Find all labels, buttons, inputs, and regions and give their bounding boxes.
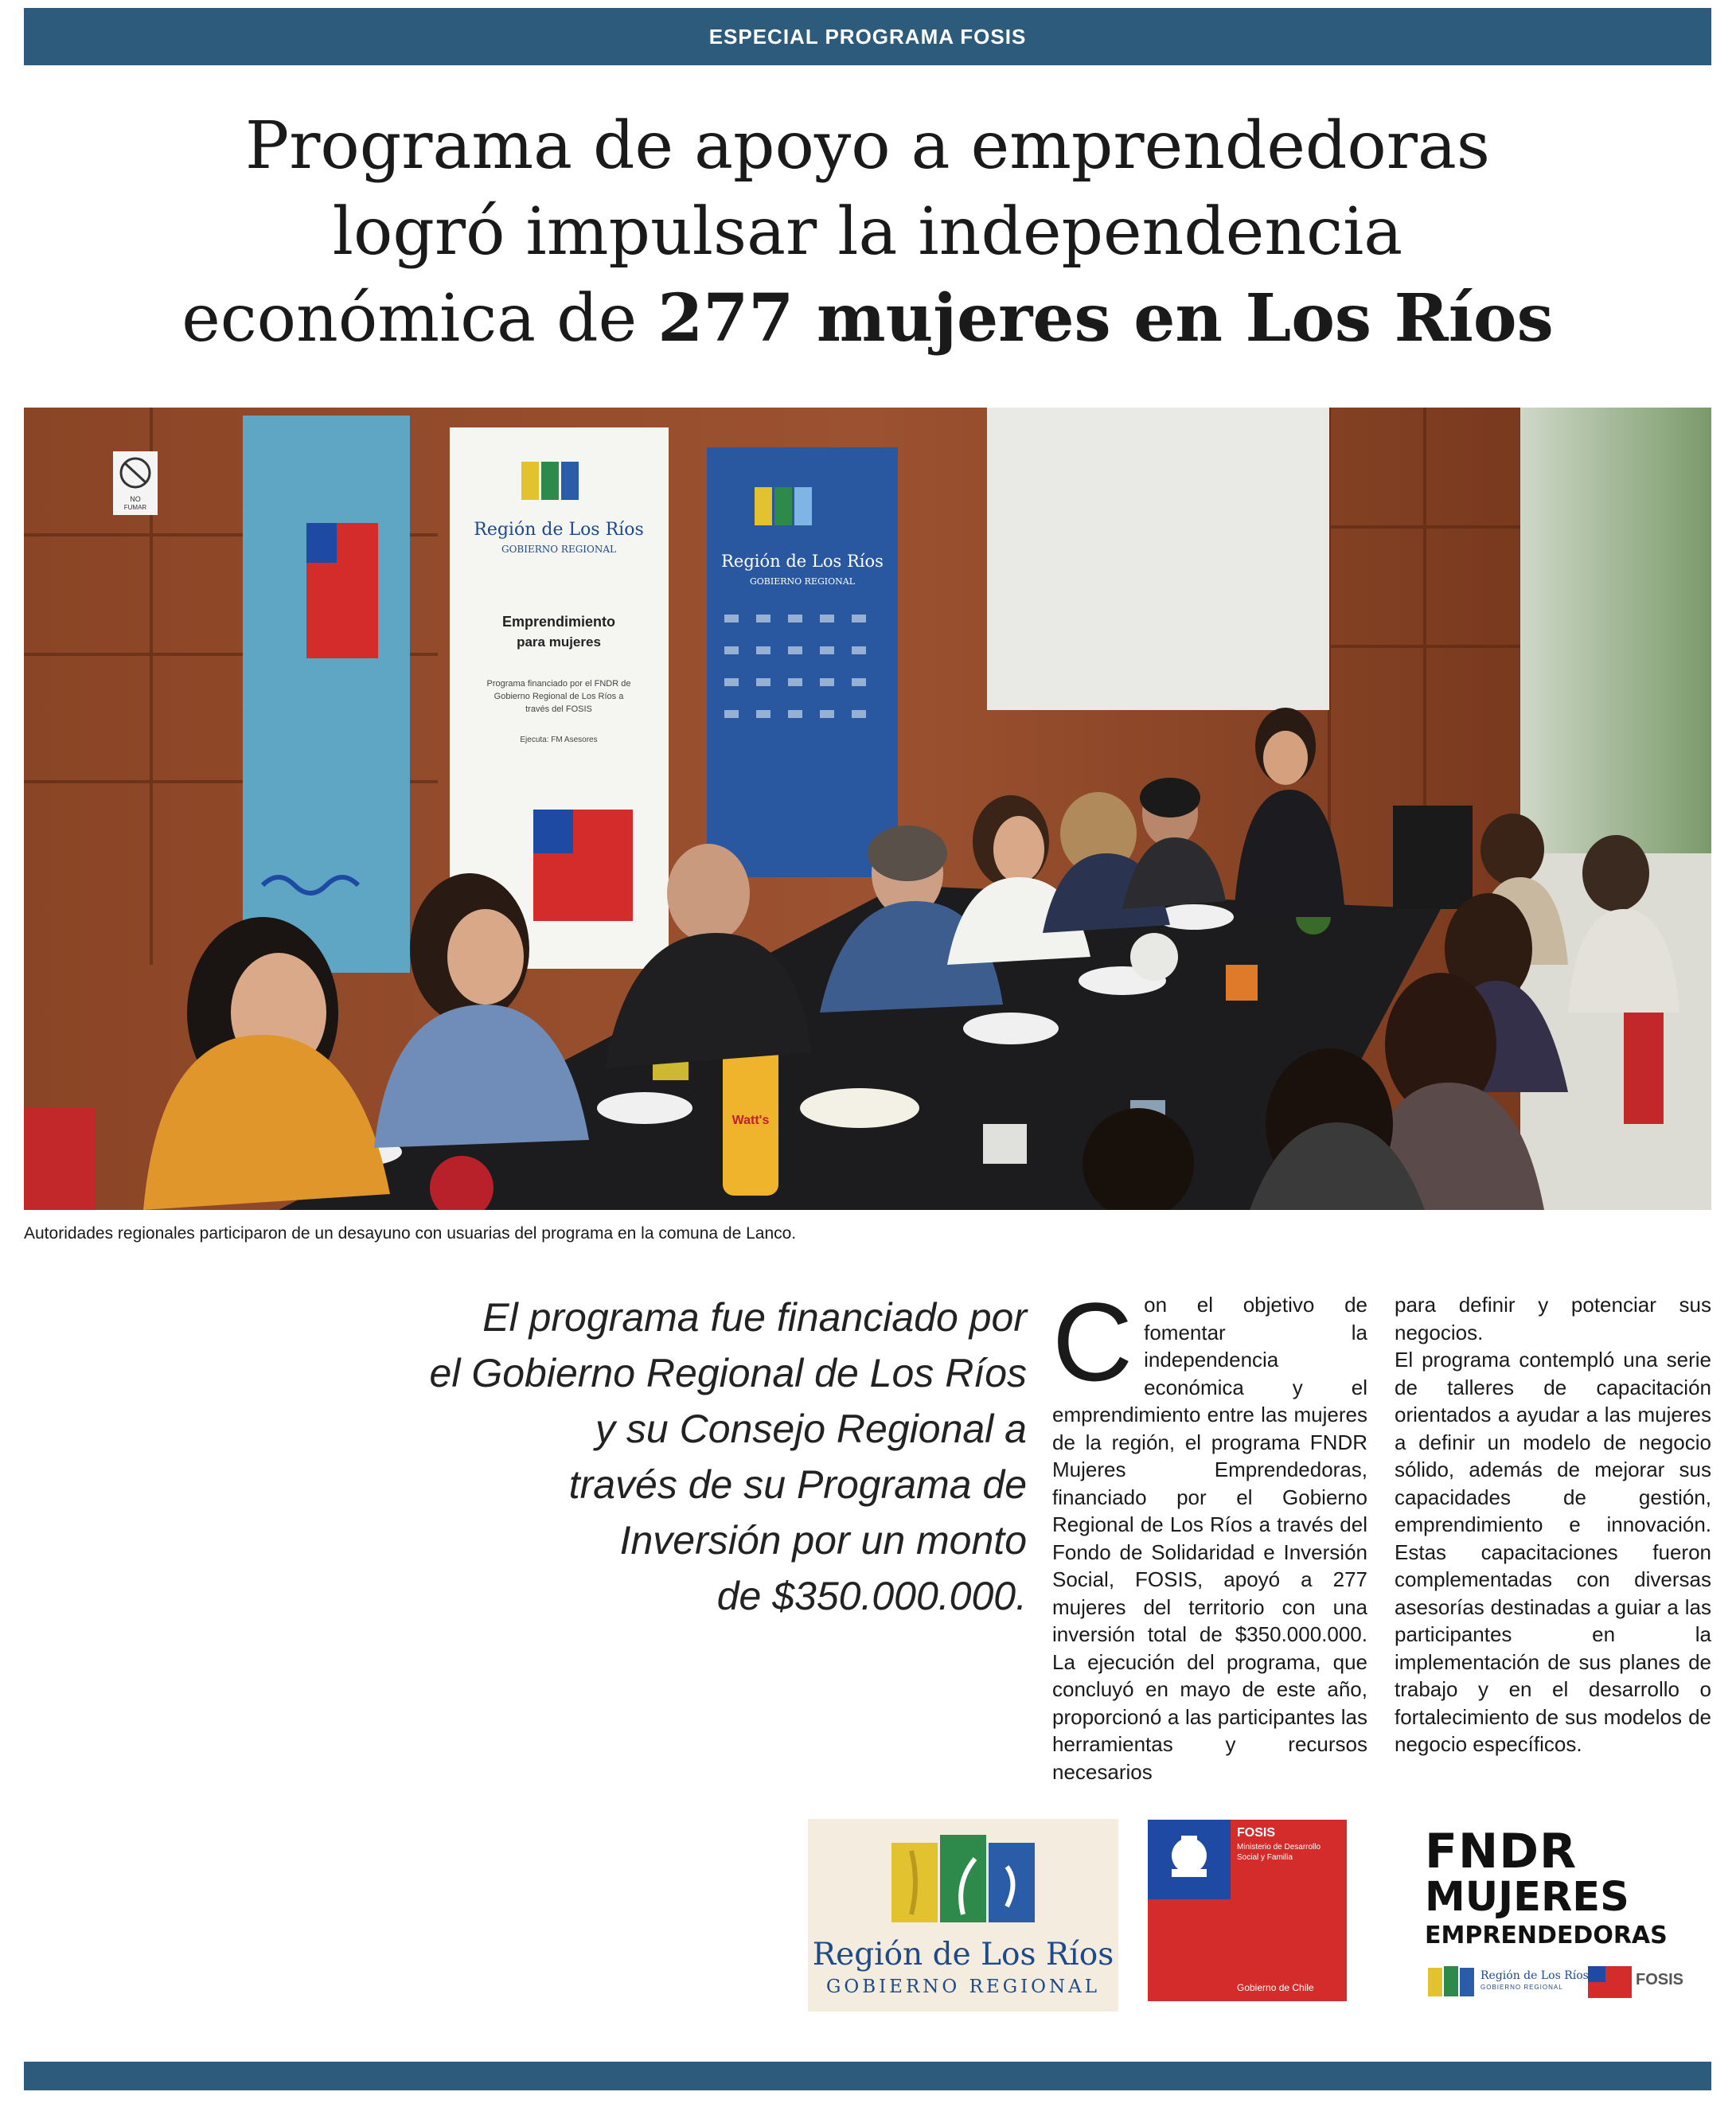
fndr-line-1: FNDR <box>1425 1824 1578 1879</box>
chile-coat-of-arms-icon <box>1148 1820 1231 1899</box>
banner-fosis-left <box>243 416 410 973</box>
footer-bar <box>24 2062 1711 2090</box>
banner-center-gobierno: GOBIERNO REGIONAL <box>501 544 617 555</box>
fndr-mini-region: Región de Los Ríos <box>1480 1969 1589 1982</box>
headline-line-2: logró impulsar la independencia <box>332 194 1403 270</box>
banner-right-region: Región de Los Ríos <box>721 552 884 571</box>
article-col2-paragraph-2: El programa contempló una serie de talleres de capacitación orientados a ayudar a las mujeres a definir un modelo de negocio sólido, además de mejorar sus capacidades de gestión, emprendimiento e innovación. Estas capacitaciones fueron complementadas con diversas asesorías destinadas a guiar a las participantes en la implementación de sus planes de trabajo y en el desarrollo o fortalecimiento de sus modelos de negocio específicos. <box>1395 1348 1711 1756</box>
pullquote-line-6: de $350.000.000. <box>716 1574 1027 1618</box>
fosis-ministry: Ministerio de Desarrollo Social y Familia <box>1237 1843 1321 1862</box>
pullquote-line-1: El programa fue financiado por <box>482 1295 1027 1340</box>
pull-quote <box>318 1290 1027 1624</box>
headline-line-1: Programa de apoyo a emprendedoras <box>245 108 1490 184</box>
banner-center-region: Región de Los Ríos <box>474 520 644 540</box>
section-header-bar <box>24 8 1711 65</box>
headline-line-3-prefix: económica de <box>181 281 658 357</box>
photo-caption: Autoridades regionales participaron de un desayuno con usuarias del programa en la comuna de Lanco. <box>24 1224 797 1243</box>
drop-cap: C <box>1052 1279 1133 1404</box>
fndr-line-2: MUJERES <box>1425 1874 1629 1921</box>
article-col1-text: on el objetivo de fomentar la independencia económica y el emprendimiento entre las mujeres de la región, el programa FNDR Mujeres Emprendedoras, financiado por el Gobierno Regional de Los Ríos a través del Fondo de Solidaridad e Inversión Social, FOSIS, apoyó a 277 mujeres del territorio con una inversión total de $350.000.000. La ejecución del programa, que concluyó en mayo de este año, proporcionó a las participantes las herramientas y recursos necesarios <box>1052 1293 1367 1784</box>
sign-line-2: FUMAR <box>123 504 147 511</box>
banner-center-ejecuta: Ejecuta: FM Asesores <box>520 736 598 744</box>
banner-center-body-3: través del FOSIS <box>525 704 592 714</box>
logo-region-los-rios <box>808 1819 1118 2012</box>
fndr-line-3: EMPRENDEDORAS <box>1425 1922 1668 1949</box>
article-col2-paragraph-1: para definir y potenciar sus negocios. <box>1395 1293 1711 1344</box>
logo-fndr-mujeres-emprendedoras <box>1425 1824 1695 2003</box>
projection-screen <box>987 408 1329 710</box>
banner-center-title-1: Emprendimiento <box>501 614 616 630</box>
article-column-2 <box>1395 1291 1711 1758</box>
fndr-mini-gobierno: GOBIERNO REGIONAL <box>1480 1984 1563 1991</box>
pullquote-line-2: el Gobierno Regional de Los Ríos <box>429 1351 1027 1395</box>
pullquote-line-3: y su Consejo Regional a <box>595 1407 1027 1451</box>
section-label: ESPECIAL PROGRAMA FOSIS <box>708 24 1027 49</box>
headline-line-3 <box>119 275 1616 362</box>
region-emblem-icon <box>808 1819 1118 1930</box>
banner-center-body-2: Gobierno Regional de Los Ríos a <box>493 692 624 701</box>
logo-region-subtitle: GOBIERNO REGIONAL <box>825 1977 1101 1997</box>
photo-illustration <box>24 408 1711 1210</box>
loudspeaker <box>1393 806 1473 909</box>
headline <box>119 103 1616 362</box>
logo-fosis <box>1148 1820 1347 2001</box>
article-column-1 <box>1052 1279 1367 1785</box>
event-photo <box>24 408 1711 1210</box>
fosis-gobierno: Gobierno de Chile <box>1237 1982 1314 1993</box>
headline-line-3-bold: 277 mujeres en Los Ríos <box>657 280 1554 357</box>
pullquote-line-5: Inversión por un monto <box>619 1518 1027 1563</box>
juice-brand: Watt's <box>731 1114 770 1127</box>
fosis-name: FOSIS <box>1237 1826 1276 1840</box>
logo-region-title: Región de Los Ríos <box>812 1937 1114 1973</box>
banner-center-body-1: Programa financiado por el FNDR de <box>486 679 631 689</box>
fndr-mini-fosis: FOSIS <box>1636 1971 1684 1988</box>
banner-center-title-2: para mujeres <box>517 634 601 650</box>
sign-line-1: NO <box>130 495 141 503</box>
fndr-mini-logos <box>1425 1963 1695 2001</box>
banner-right-gobierno: GOBIERNO REGIONAL <box>749 576 856 587</box>
pullquote-line-4: través de su Programa de <box>568 1462 1027 1507</box>
